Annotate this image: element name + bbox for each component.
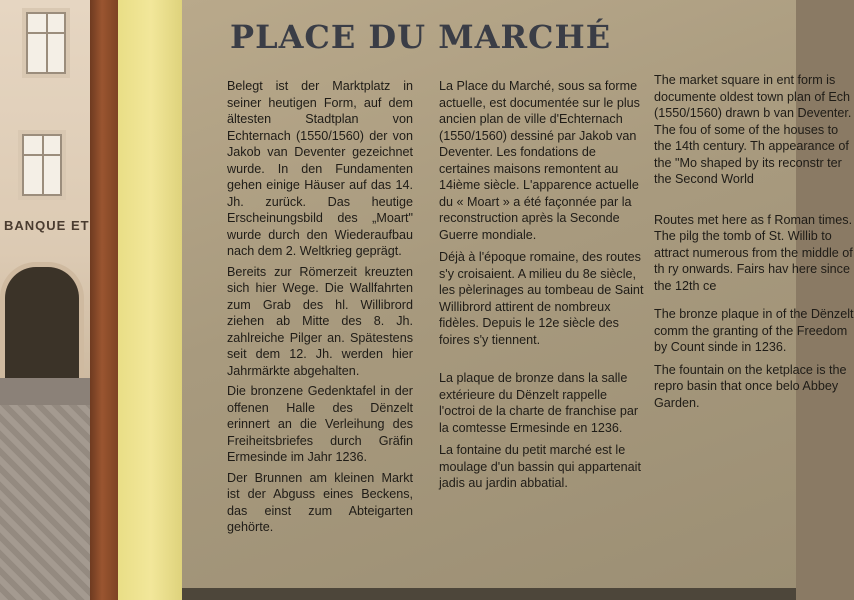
building-window <box>18 130 66 200</box>
french-text-column <box>439 78 644 492</box>
english-paragraph: The market square in ent form is documente oldest town plan of Ech (1550/1560) drawn b van Deventer. The fou of some of the houses to the 14th century. Th appearance of the "Mo shaped by its reconstr ter the Second World <box>654 73 852 186</box>
german-paragraph: Die bronzene Gedenktafel in der offenen Halle des Dënzelt erinnert an die Verleihung des Freiheitsbriefes durch Gräfin Ermesinde im Jahr 1236. <box>227 384 413 464</box>
english-paragraph: The bronze plaque in of the Dënzelt comm the granting of the Freedom by Count sinde in 1236. <box>654 307 854 354</box>
english-paragraph: The fountain on the ketplace is the repro basin that once belo Abbey Garden. <box>654 362 847 410</box>
plaque-title: PLACE DU MARCHÉ <box>230 18 612 56</box>
english-paragraph: Routes met here as f Roman times. The pilg the tomb of St. Willib to attract numerous from the middle of th ry onwards. Fairs hav here since the 12th ce <box>654 212 853 293</box>
yellow-post <box>118 0 184 600</box>
rusty-post <box>90 0 120 600</box>
french-paragraph: La Place du Marché, sous sa forme actuelle, est documentée sur le plus ancien plan de ville d'Echternach (1550/1560) dessiné par Jakob van Deventer. Les fondations de certaines maisons remontent au 14ième siècle. L'apparence actuelle du « Moart » a été façonnée par la reconstruction après la Seconde Guerre mondiale. <box>439 79 640 242</box>
french-paragraph: La fontaine du petit marché est le moulage d'un bassin qui appartenait jadis au jardin abbatial. <box>439 443 641 490</box>
bank-sign: BANQUE ET <box>4 218 90 233</box>
french-paragraph: La plaque de bronze dans la salle extérieure du Dënzelt rappelle l'octroi de la charte de franchise par la comtesse Ermesinde en 1236. <box>439 371 639 435</box>
german-paragraph: Der Brunnen am kleinen Markt ist der Abguss eines Beckens, das einst zum Abteigarten gehörte. <box>227 470 413 534</box>
german-text-column <box>227 78 413 536</box>
building-archway <box>0 262 84 387</box>
german-paragraph: Bereits zur Römerzeit kreuzten sich hier Wege. Die Wallfahrten zum Grab des hl. Willibrord ziehen ab Mitte des 8. Jh. zahlreiche Pilger an. Spätestens seit dem 12. Jh. werden hier Jahrmärkte abgehalten. <box>227 264 413 378</box>
plaque-frame-bottom <box>182 588 796 600</box>
english-text-column <box>654 72 854 411</box>
building-steps <box>0 378 95 406</box>
german-paragraph: Belegt ist der Marktplatz in seiner heutigen Form, auf dem ältesten Stadtplan von Echternach (1550/1560) der von Jakob van Deventer gezeichnet wurde. In den Fundamenten gehen einige Häuser auf das 14. Jh. zurück. Das heutige Erscheinungsbild des „Moart" wurde durch den Wiederaufbau nach dem 2. Weltkrieg geprägt. <box>227 79 413 258</box>
building-window <box>22 8 70 78</box>
bronze-plaque <box>182 0 854 588</box>
french-paragraph: Déjà à l'époque romaine, des routes s'y croisaient. A milieu du 8e siècle, les pèlerinages au tombeau de Saint Willibrord attirent de nombreux fidèles. Depuis le 12e siècle des foires s'y tiennent. <box>439 250 644 347</box>
